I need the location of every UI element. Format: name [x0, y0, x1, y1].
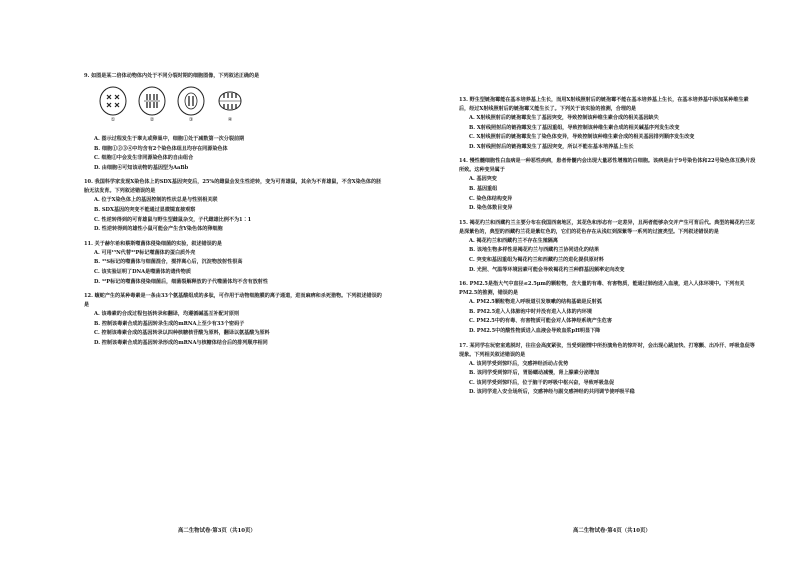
- right-page: [397, 0, 794, 562]
- question-16: [459, 280, 756, 336]
- cell-drawing-3: [176, 85, 206, 117]
- question-13: [459, 96, 756, 152]
- question-12-stem: 12. 蝮蛇产生的某种毒素是一条由33个氨基酸组成的多肽，可作用于动物细胞膜的离子通道，进而麻痹和杀死猎物。下列叙述错误的是: [84, 293, 382, 309]
- question-14-stem: 14. 慢性髓细胞性白血病是一种恶性疾病，患者骨髓内会出现大量恶性增殖的白细胞。该病是由于9号染色体和22号染色体互换片段所致。这种变异属于: [459, 158, 756, 174]
- question-16-option-c[interactable]: C. PM2.5中的有毒、有害物质可能会对人体神经系统产生危害: [469, 318, 612, 325]
- question-15-option-b[interactable]: B. 该地生物多样性是褐花杓兰与西藏杓兰协同进化的结果: [469, 247, 600, 254]
- question-12: [84, 292, 383, 348]
- question-15-option-c[interactable]: C. 突变和基因重组为褐花杓兰和西藏杓兰的进化提供原材料: [469, 256, 604, 263]
- question-13-option-b[interactable]: B. X射线照射后的链孢霉发生了基因重组，导致控制该种维生素合成的相关碱基序列发生改变: [469, 124, 680, 131]
- question-10-option-a[interactable]: A. 位于X染色体上的基因控制的性状总是与性别相关联: [94, 197, 218, 204]
- cell-label-3: ③: [188, 117, 194, 123]
- question-17-option-b[interactable]: B. 该同学受到惊吓后，胃肠蠕动减慢，肾上腺素分泌增加: [469, 370, 600, 377]
- question-14-option-c[interactable]: C. 染色体结构变异: [469, 195, 513, 202]
- question-16-stem: 16. PM2.5是指大气中直径≤2.5μm的颗粒物，含大量的有毒、有害物质，能通过肺泡进入血液，进入人体环境中。下列有关PM2.5的推测，错误的是: [459, 281, 745, 297]
- question-11-option-d[interactable]: D. ³²P标记的噬菌体侵染细菌后，细菌裂解释放的子代噬菌体均不含有放射性: [94, 278, 268, 285]
- question-10-option-c[interactable]: C. 性逆转得到的可育雄鼠与野生型雌鼠杂交，子代雌雄比例不为1∶1: [94, 216, 252, 223]
- question-9-option-d[interactable]: D. 由细胞④可知该动物的基因型为AaBb: [94, 164, 189, 171]
- question-9-option-c[interactable]: C. 细胞②中会发生非同源染色体的自由组合: [94, 155, 194, 162]
- question-10-stem: 10. 我国科学家发现X染色体上的SDX基因突变后，25%的雌鼠会发生性逆转，变为可育雄鼠，其余为不育雄鼠，不含X染色体的胚胎无法发育。下列叙述错误的是: [84, 179, 382, 195]
- question-9-option-a[interactable]: A. 图示过程发生于睾丸或卵巢中，细胞①处于减数第一次分裂前期: [94, 136, 245, 142]
- cell-drawing-2: [137, 85, 167, 117]
- question-13-stem: 13. 野生型链孢霉能在基本培养基上生长，而用X射线照射后的链孢霉不能在基本培养基上生长，在基本培养基中添加某种维生素后，经过X射线照射后的链孢霉又能生长了。下列关于该实验的推测，合理的是: [459, 97, 749, 112]
- question-17-option-d[interactable]: D. 该同学进入安全场所后，交感神经与副交感神经的共同调节使呼吸平稳: [469, 389, 635, 396]
- question-14-option-d[interactable]: D. 染色体数目变异: [469, 205, 513, 212]
- question-11-option-c[interactable]: C. 该实验证明了DNA是噬菌体的遗传物质: [94, 268, 191, 275]
- cell-drawing-1: [98, 85, 128, 117]
- question-9: [84, 72, 383, 173]
- cell-figure-2: [137, 85, 167, 129]
- question-16-option-d[interactable]: D. PM2.5中的酸性物质进入血液会导致血浆pH明显下降: [469, 327, 601, 334]
- cell-figure-4: [215, 85, 245, 129]
- cell-label-1: ①: [110, 117, 116, 123]
- question-10-option-b[interactable]: B. SDX基因的突变不能通过显微镜直接观察: [94, 206, 196, 213]
- question-11-stem: 11. 关于赫尔希和蔡斯噬菌体侵染细菌的实验，叙述错误的是: [84, 240, 222, 247]
- question-17-stem: 17. 某同学在玩密室逃脱时，往往会高度紧张，当受到剧情中所扮演角色的惊吓时，会出现心跳加快、打寒颤、出冷汗、呼吸急促等现象。下列相关叙述错误的是: [459, 342, 755, 358]
- question-14-option-b[interactable]: B. 基因重组: [469, 185, 498, 192]
- question-12-option-a[interactable]: A. 该毒素的合成过程包括转录和翻译，均遵循碱基互补配对原则: [94, 311, 240, 318]
- question-17-option-c[interactable]: C. 该同学受到惊吓后，位于脑干的呼吸中枢兴奋，导致呼吸急促: [469, 379, 615, 386]
- question-14: [459, 157, 756, 213]
- left-column: [84, 72, 383, 349]
- cell-figure-3: [176, 85, 206, 129]
- question-11-option-a[interactable]: A. 可用¹⁵N代替³²P标记噬菌体的蛋白质外壳: [94, 249, 196, 256]
- question-12-option-d[interactable]: D. 控制该毒素合成的基因转录形成的mRNA与核糖体结合后的排列顺序相同: [94, 339, 268, 346]
- question-15-stem: 15. 褐花杓兰和西藏杓兰主要分布在我国西南地区，其花色和形态有一定差异，且两者能够杂交并产生可育后代。典型的褐花杓兰花是深紫色的，典型的西藏杓兰花是紫红色的，它们的花色存在从浅红到深紫等一系列的过渡类型。下列叙述错误的是: [459, 219, 755, 235]
- question-12-option-b[interactable]: B. 控制该毒素合成的基因转录生成的mRNA上至少有33个密码子: [94, 320, 245, 327]
- question-16-option-a[interactable]: A. PM2.5颗粒物进入呼吸道引发咳嗽的结构基础是反射弧: [469, 299, 602, 306]
- question-9-stem: 9. 如图是某二倍体动物体内处于不同分裂时期的细胞图像，下列叙述正确的是: [84, 73, 260, 79]
- cell-drawing-4: [215, 85, 245, 117]
- question-13-option-d[interactable]: D. X射线照射后的链孢霉发生了基因突变，所以不能在基本培养基上生长: [469, 143, 634, 150]
- left-page-footer: 高二生物试卷·第3页（共10页）: [178, 528, 256, 534]
- question-16-option-b[interactable]: B. PM2.5进入人体肺泡中时并没有进入人体的内环境: [469, 308, 592, 315]
- question-13-option-a[interactable]: A. X射线照射后的链孢霉发生了基因突变，导致控制该种维生素合成的相关基因缺失: [469, 115, 659, 121]
- cell-figure-1: [98, 85, 128, 129]
- question-10: [84, 178, 383, 234]
- question-15-option-d[interactable]: D. 光照、气温等环境因素可能会导致褐花杓兰种群基因频率定向改变: [469, 266, 625, 273]
- question-11: [84, 240, 383, 287]
- question-15: [459, 219, 756, 275]
- question-10-option-d[interactable]: D. 性逆转得到的雄性小鼠可能会产生含Y染色体的卵细胞: [94, 226, 223, 233]
- question-9-option-b[interactable]: B. 细胞①②③④中均含有2个染色体组且均存在同源染色体: [94, 145, 228, 152]
- question-14-option-a[interactable]: A. 基因突变: [469, 176, 497, 183]
- question-17-option-a[interactable]: A. 该同学受到惊吓后，交感神经活动占优势: [469, 360, 569, 367]
- question-11-option-b[interactable]: B. ³⁵S标记的噬菌体与细菌混合，搅拌离心后，沉淀物放射性很高: [94, 259, 243, 266]
- question-13-option-c[interactable]: C. X射线照射后的链孢霉发生了染色体变异，导致控制该种维生素合成的相关基因排列顺序发生改变: [469, 134, 695, 141]
- cell-label-2: ②: [149, 117, 155, 123]
- right-page-footer: 高二生物试卷·第4页（共10页）: [573, 528, 651, 534]
- question-15-option-a[interactable]: A. 褐花杓兰和西藏杓兰不存在生殖隔离: [469, 237, 558, 244]
- right-column: [459, 96, 756, 398]
- question-17: [459, 342, 756, 398]
- question-12-option-c[interactable]: C. 控制该毒素合成的基因转录以四种核糖核苷酸为原料，翻译以氨基酸为原料: [94, 330, 270, 337]
- cell-division-figure: [98, 85, 383, 129]
- cell-label-4: ④: [227, 117, 233, 123]
